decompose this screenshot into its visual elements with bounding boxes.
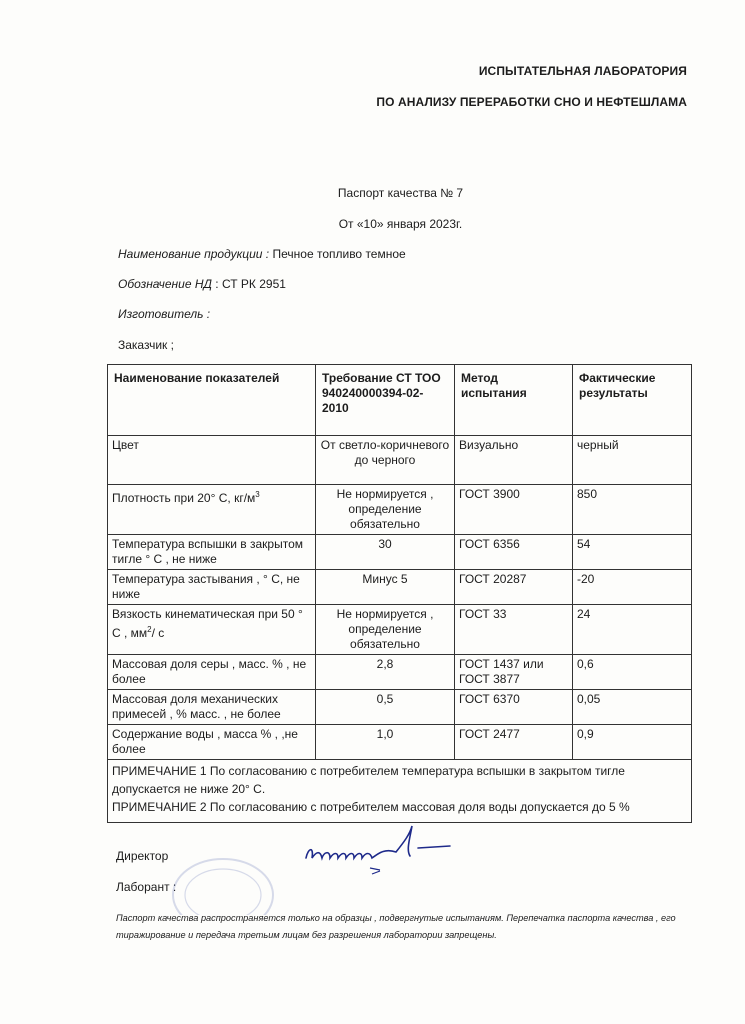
maker-label: Изготовитель :	[118, 307, 211, 321]
table-row	[108, 725, 692, 760]
cell-requirement: 30	[316, 535, 455, 570]
table-row	[108, 655, 692, 690]
col-header-requirement: Требование СТ ТОО 940240000394-02-2010	[316, 365, 455, 436]
customer-label: Заказчик ;	[118, 338, 174, 352]
cell-result: 0,9	[573, 725, 692, 760]
lab-name-line1: ИСПЫТАТЕЛЬНАЯ ЛАБОРАТОРИЯ	[478, 64, 687, 78]
cell-requirement: 1,0	[316, 725, 455, 760]
cell-name: Массовая доля механических примесей , % масс. , не более	[108, 690, 316, 725]
cell-name: Массовая доля серы , масс. % , не более	[108, 655, 316, 690]
director-signature	[300, 818, 470, 878]
lab-stamp	[168, 855, 278, 915]
lab-name-line2: ПО АНАЛИЗУ ПЕРЕРАБОТКИ СНО И НЕФТЕШЛАМА	[376, 95, 687, 109]
cell-method: ГОСТ 6370	[455, 690, 573, 725]
cell-method: ГОСТ 6356	[455, 535, 573, 570]
cell-result: черный	[573, 436, 692, 485]
cell-method: ГОСТ 2477	[455, 725, 573, 760]
cell-result: 0,05	[573, 690, 692, 725]
cell-method: Визуально	[455, 436, 573, 485]
cell-method: ГОСТ 20287	[455, 570, 573, 605]
table-row	[108, 485, 692, 535]
note-1: ПРИМЕЧАНИЕ 1 По согласованию с потребителем температура вспышки в закрытом тигле допускается не ниже 20° С.	[112, 764, 625, 796]
col-header-result: Фактические результаты	[573, 365, 692, 436]
laborant-label: Лаборант :	[116, 880, 177, 894]
director-label: Директор	[116, 849, 169, 863]
cell-name: Температура вспышки в закрытом тигле ° С , не ниже	[108, 535, 316, 570]
footer-disclaimer: Паспорт качества распространяется только на образцы , подвергнутые испытаниям. Перепечатка паспорта качества , его тиражирование и передача третьим лицам без разрешения лаборатории запрещены.	[116, 913, 676, 940]
product-label: Наименование продукции :	[118, 247, 270, 261]
cell-requirement: От светло-коричневого до черного	[316, 436, 455, 485]
table-header-row	[108, 365, 692, 436]
col-header-method: Метод испытания	[455, 365, 573, 436]
cell-requirement: Не нормируется , определение обязательно	[316, 605, 455, 655]
cell-name: Температура застывания , ° С, не ниже	[108, 570, 316, 605]
cell-name: Плотность при 20° С, $кг/м^3$	[108, 485, 316, 535]
cell-result: -20	[573, 570, 692, 605]
cell-result: 24	[573, 605, 692, 655]
notes-row	[108, 760, 692, 823]
table-row	[108, 535, 692, 570]
passport-title: Паспорт качества № 7	[337, 186, 464, 200]
product-value: Печное топливо темное	[269, 247, 406, 261]
col-header-name: Наименование показателей	[108, 365, 316, 436]
maker-field	[118, 307, 210, 321]
cell-result: 0,6	[573, 655, 692, 690]
cell-name: Цвет	[108, 436, 316, 485]
cell-method: ГОСТ 1437 или ГОСТ 3877	[455, 655, 573, 690]
notes-cell	[108, 760, 692, 823]
table-row	[108, 690, 692, 725]
cell-method: ГОСТ 3900	[455, 485, 573, 535]
cell-requirement: 0,5	[316, 690, 455, 725]
customer-field	[118, 338, 174, 352]
cell-name: Содержание воды , масса % , ,не более	[108, 725, 316, 760]
product-field	[118, 247, 406, 261]
passport-date: От «10» января 2023г.	[338, 217, 463, 231]
table-row	[108, 570, 692, 605]
cell-requirement: Не нормируется , определение обязательно	[316, 485, 455, 535]
nd-field	[118, 277, 286, 291]
cell-method: ГОСТ 33	[455, 605, 573, 655]
nd-value: : СТ РК 2951	[211, 277, 286, 291]
cell-requirement: 2,8	[316, 655, 455, 690]
cell-result: 850	[573, 485, 692, 535]
cell-requirement: Минус 5	[316, 570, 455, 605]
note-2: ПРИМЕЧАНИЕ 2 По согласованию с потребителем массовая доля воды допускается до 5 %	[112, 800, 630, 814]
table-row	[108, 605, 692, 655]
quality-table	[107, 364, 692, 823]
table-row	[108, 436, 692, 485]
cell-result: 54	[573, 535, 692, 570]
cell-name: Вязкость кинематическая при 50 ° С , $мм^2/$ с	[108, 605, 316, 655]
nd-label: Обозначение НД	[118, 277, 212, 291]
